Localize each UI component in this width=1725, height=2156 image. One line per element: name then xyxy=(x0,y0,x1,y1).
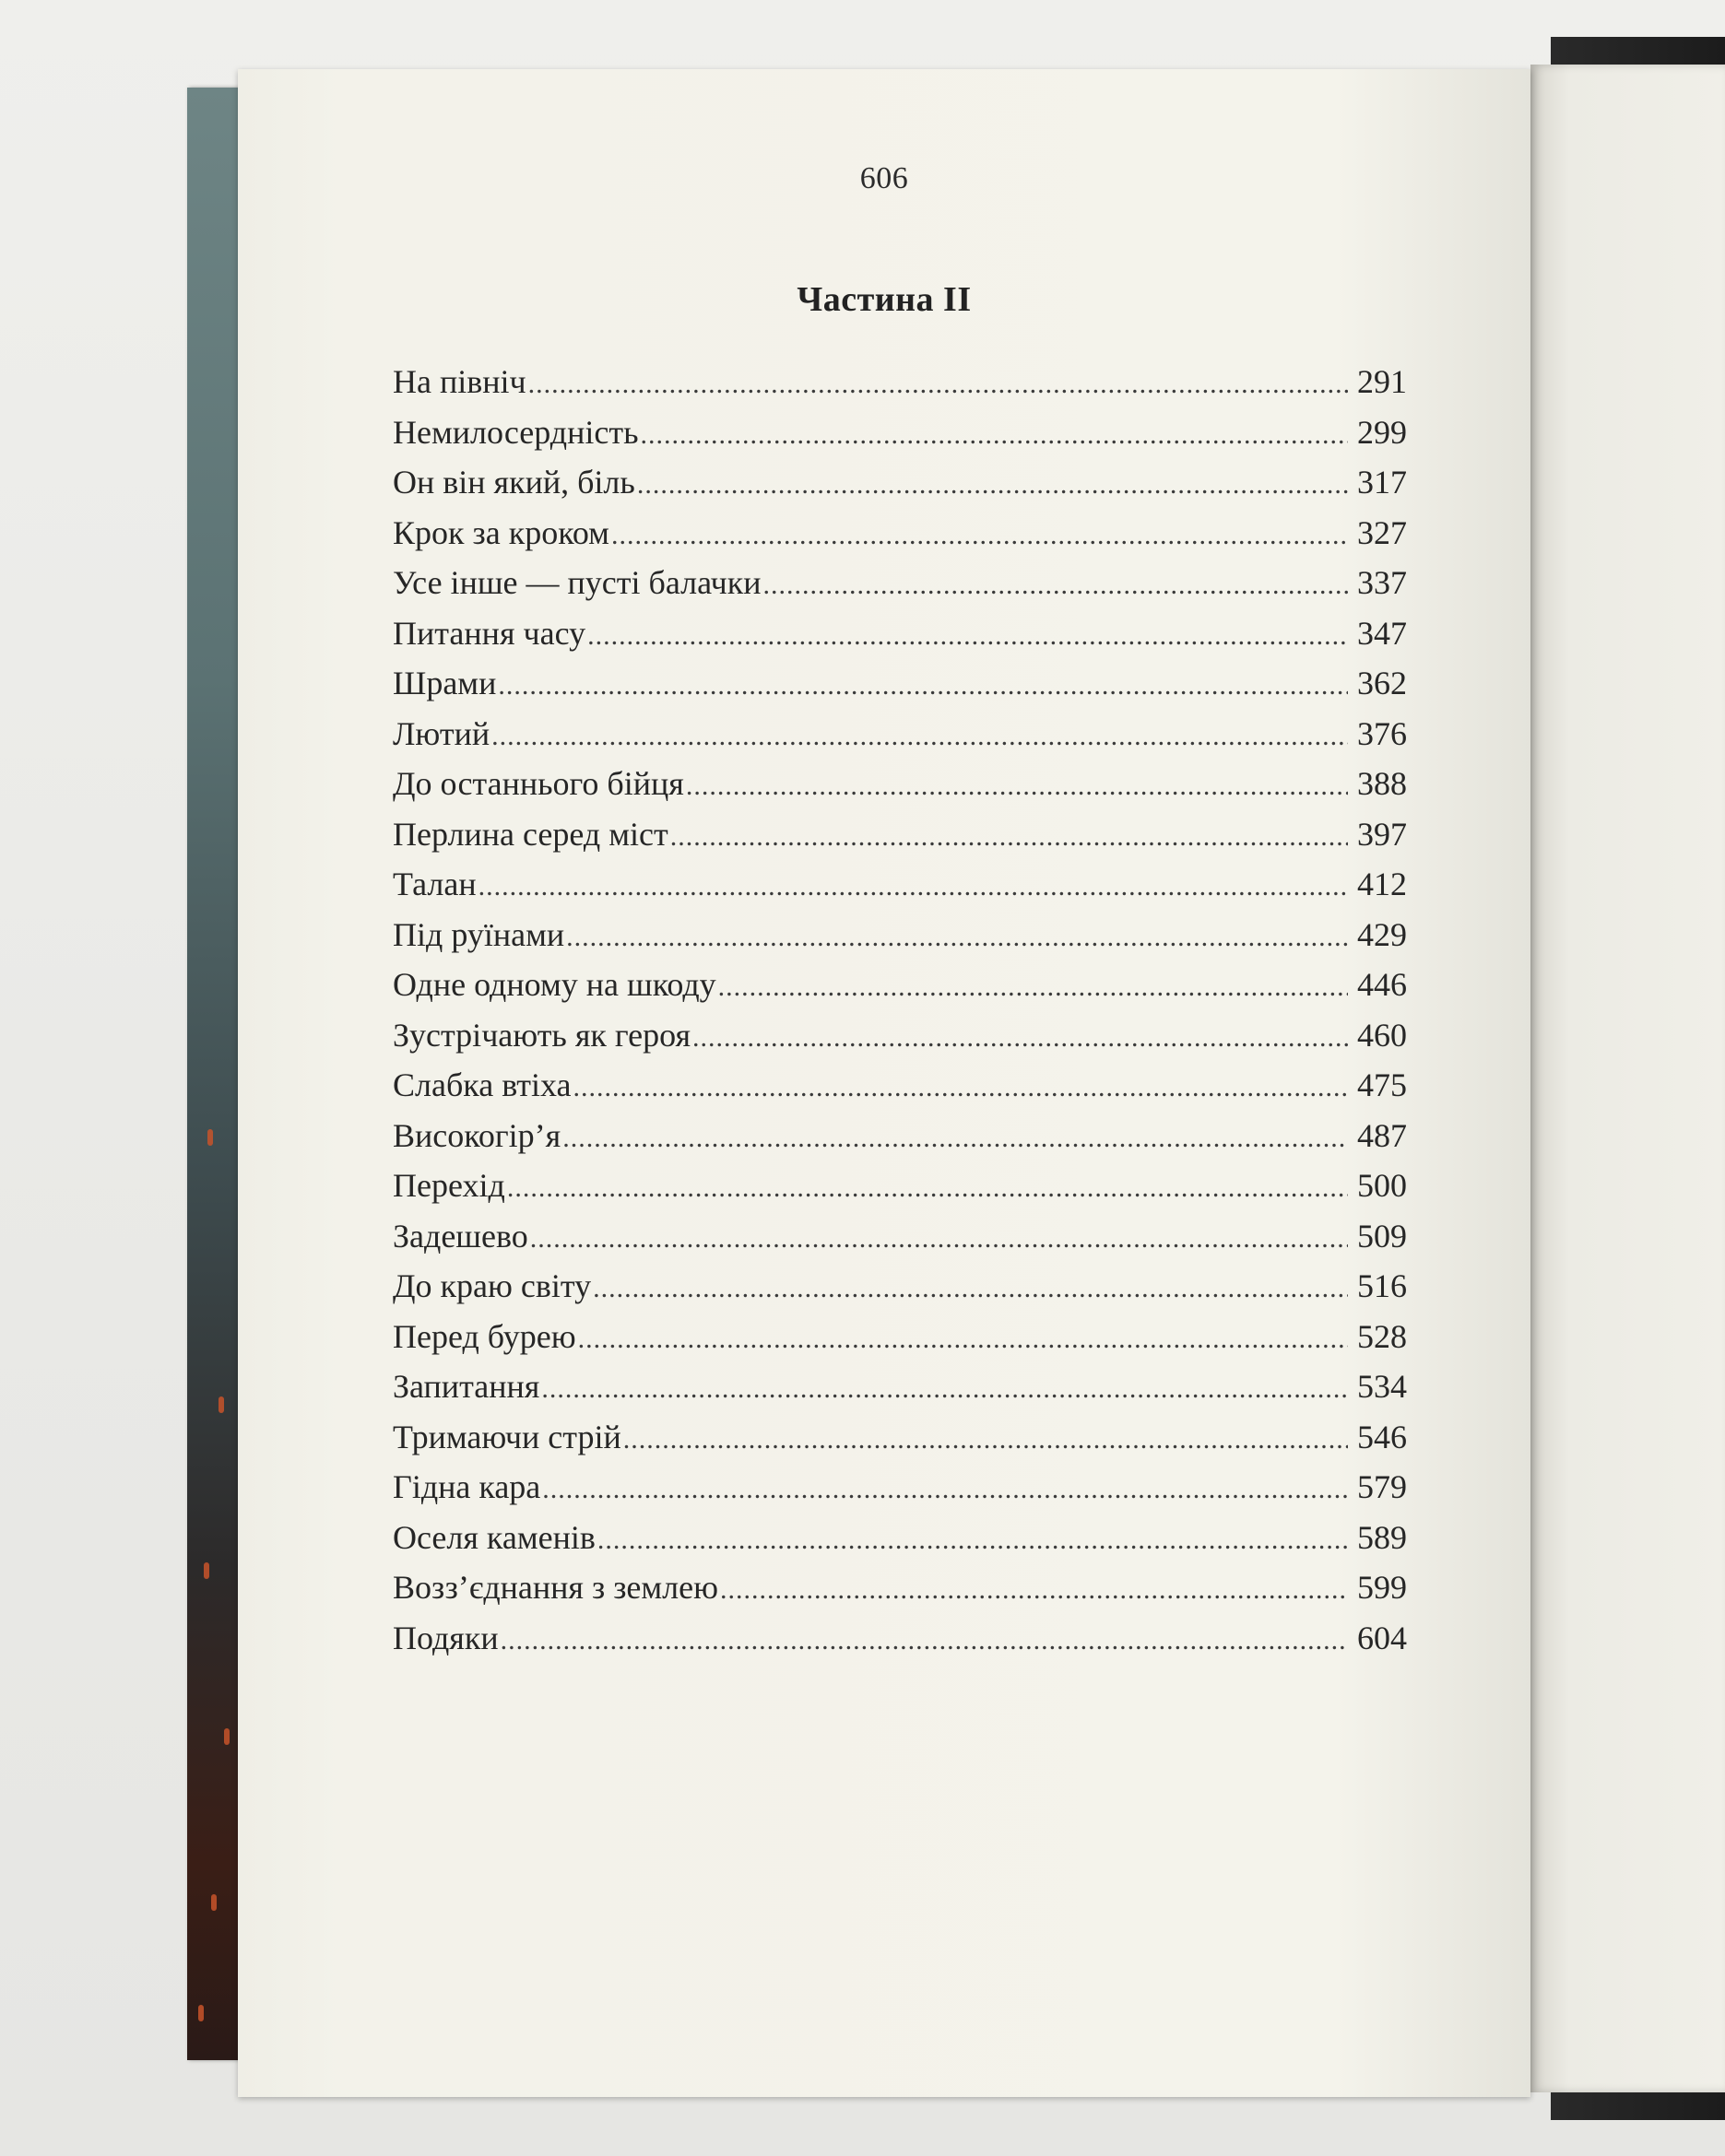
toc-entry xyxy=(393,1166,1407,1217)
toc-dot-leader xyxy=(542,1474,1348,1505)
toc-entry-title: Подяки xyxy=(393,1619,499,1656)
book-page xyxy=(238,69,1530,2097)
toc-entry xyxy=(393,513,1407,564)
cover-art-mark xyxy=(198,2005,204,2021)
toc-dot-leader xyxy=(501,1625,1348,1656)
toc-entry-page: 397 xyxy=(1357,815,1407,853)
toc-entry xyxy=(393,1619,1407,1669)
cover-art-mark xyxy=(207,1129,213,1146)
table-of-contents xyxy=(393,362,1647,1668)
toc-entry-title: Слабка втіха xyxy=(393,1066,572,1103)
toc-entry-page: 460 xyxy=(1357,1016,1407,1054)
toc-entry xyxy=(393,865,1407,915)
toc-entry-title: Задешево xyxy=(393,1217,528,1255)
toc-entry-title: Перехід xyxy=(393,1167,505,1204)
toc-entry xyxy=(393,764,1407,815)
toc-dot-leader xyxy=(762,570,1348,601)
toc-entry-page: 599 xyxy=(1357,1569,1407,1606)
toc-entry-page: 579 xyxy=(1357,1468,1407,1505)
toc-entry-title: Під руїнами xyxy=(393,915,565,953)
toc-dot-leader xyxy=(637,469,1348,501)
toc-entry-title: Он він який, біль xyxy=(393,464,635,501)
toc-entry-page: 429 xyxy=(1357,915,1407,953)
toc-entry xyxy=(393,1016,1407,1066)
toc-entry xyxy=(393,614,1407,665)
toc-entry-page: 528 xyxy=(1357,1317,1407,1355)
toc-entry-page: 475 xyxy=(1357,1066,1407,1103)
toc-entry-title: На північ xyxy=(393,363,526,400)
toc-dot-leader xyxy=(593,1273,1348,1304)
toc-entry-page: 546 xyxy=(1357,1418,1407,1455)
toc-entry xyxy=(393,815,1407,866)
toc-entry-page: 604 xyxy=(1357,1619,1407,1656)
toc-entry xyxy=(393,463,1407,513)
toc-entry-title: Високогір’я xyxy=(393,1116,561,1154)
toc-entry-title: Лютий xyxy=(393,714,490,752)
toc-entry-title: Талан xyxy=(393,866,477,902)
toc-entry xyxy=(393,1217,1407,1267)
toc-entry-page: 509 xyxy=(1357,1217,1407,1255)
toc-entry-title: До останнього бійця xyxy=(393,765,684,802)
toc-entry-page: 534 xyxy=(1357,1368,1407,1405)
toc-dot-leader xyxy=(641,419,1348,451)
toc-entry-page: 337 xyxy=(1357,564,1407,601)
section-title: Частина ІІ xyxy=(797,280,972,319)
toc-entry xyxy=(393,915,1407,966)
toc-entry-page: 327 xyxy=(1357,513,1407,551)
toc-dot-leader xyxy=(718,972,1348,1003)
toc-entry xyxy=(393,563,1407,614)
toc-dot-leader xyxy=(573,1072,1348,1103)
toc-entry-title: Шрами xyxy=(393,665,497,701)
toc-entry-title: Гідна кара xyxy=(393,1468,541,1505)
toc-entry-page: 412 xyxy=(1357,866,1407,902)
toc-dot-leader xyxy=(507,1172,1348,1204)
toc-entry-title: Крок за кроком xyxy=(393,513,609,551)
toc-entry-title: Оселя каменів xyxy=(393,1518,596,1556)
toc-entry-page: 487 xyxy=(1357,1116,1407,1154)
toc-dot-leader xyxy=(611,520,1348,551)
toc-entry xyxy=(393,965,1407,1016)
toc-dot-leader xyxy=(566,922,1348,953)
toc-entry xyxy=(393,1267,1407,1317)
toc-entry-title: Усе інше — пусті балачки xyxy=(393,564,762,601)
toc-entry xyxy=(393,664,1407,714)
toc-entry-title: Немилосердність xyxy=(393,413,639,451)
toc-dot-leader xyxy=(670,821,1348,853)
page-number: 606 xyxy=(859,161,909,195)
toc-entry-title: Запитання xyxy=(393,1368,540,1405)
toc-entry-page: 299 xyxy=(1357,413,1407,451)
toc-dot-leader xyxy=(578,1324,1348,1355)
toc-entry-title: Зустрічають як героя xyxy=(393,1016,691,1054)
toc-entry-page: 347 xyxy=(1357,614,1407,652)
toc-dot-leader xyxy=(541,1373,1348,1405)
toc-entry-title: Перед бурею xyxy=(393,1317,576,1355)
toc-entry xyxy=(393,413,1407,464)
toc-entry xyxy=(393,1467,1407,1518)
toc-dot-leader xyxy=(530,1223,1348,1255)
toc-entry-title: Тримаючи стрій xyxy=(393,1418,621,1455)
toc-entry xyxy=(393,1518,1407,1569)
cover-art-mark xyxy=(204,1562,209,1579)
toc-dot-leader xyxy=(491,721,1348,752)
toc-entry xyxy=(393,1317,1407,1368)
toc-dot-leader xyxy=(587,620,1348,652)
toc-entry-page: 291 xyxy=(1357,363,1407,400)
toc-entry-page: 589 xyxy=(1357,1518,1407,1556)
toc-dot-leader xyxy=(562,1123,1348,1154)
toc-entry-page: 446 xyxy=(1357,966,1407,1003)
toc-dot-leader xyxy=(720,1574,1348,1606)
toc-entry xyxy=(393,1116,1407,1167)
toc-entry-title: Питання часу xyxy=(393,614,586,652)
toc-dot-leader xyxy=(686,771,1348,802)
toc-entry xyxy=(393,1367,1407,1418)
toc-dot-leader xyxy=(692,1022,1348,1054)
book-cover-left-edge xyxy=(187,88,242,2060)
toc-entry xyxy=(393,1066,1407,1116)
toc-entry-title: Возз’єднання з землею xyxy=(393,1569,719,1606)
toc-dot-leader xyxy=(498,670,1348,701)
toc-entry xyxy=(393,362,1407,413)
toc-dot-leader xyxy=(479,871,1348,902)
toc-entry-page: 317 xyxy=(1357,464,1407,501)
toc-entry-title: До краю світу xyxy=(393,1267,592,1304)
toc-entry-title: Перлина серед міст xyxy=(393,815,668,853)
toc-entry-page: 362 xyxy=(1357,665,1407,701)
cover-art-mark xyxy=(211,1894,217,1911)
toc-entry xyxy=(393,714,1407,765)
toc-dot-leader xyxy=(597,1525,1348,1556)
toc-entry-title: Одне одному на шкоду xyxy=(393,966,716,1003)
toc-entry xyxy=(393,1418,1407,1468)
toc-dot-leader xyxy=(528,369,1348,400)
toc-dot-leader xyxy=(623,1424,1348,1455)
toc-entry-page: 376 xyxy=(1357,714,1407,752)
toc-entry xyxy=(393,1568,1407,1619)
toc-entry-page: 388 xyxy=(1357,765,1407,802)
toc-entry-page: 516 xyxy=(1357,1267,1407,1304)
cover-art-mark xyxy=(224,1728,230,1745)
toc-entry-page: 500 xyxy=(1357,1167,1407,1204)
cover-art-mark xyxy=(219,1396,224,1413)
